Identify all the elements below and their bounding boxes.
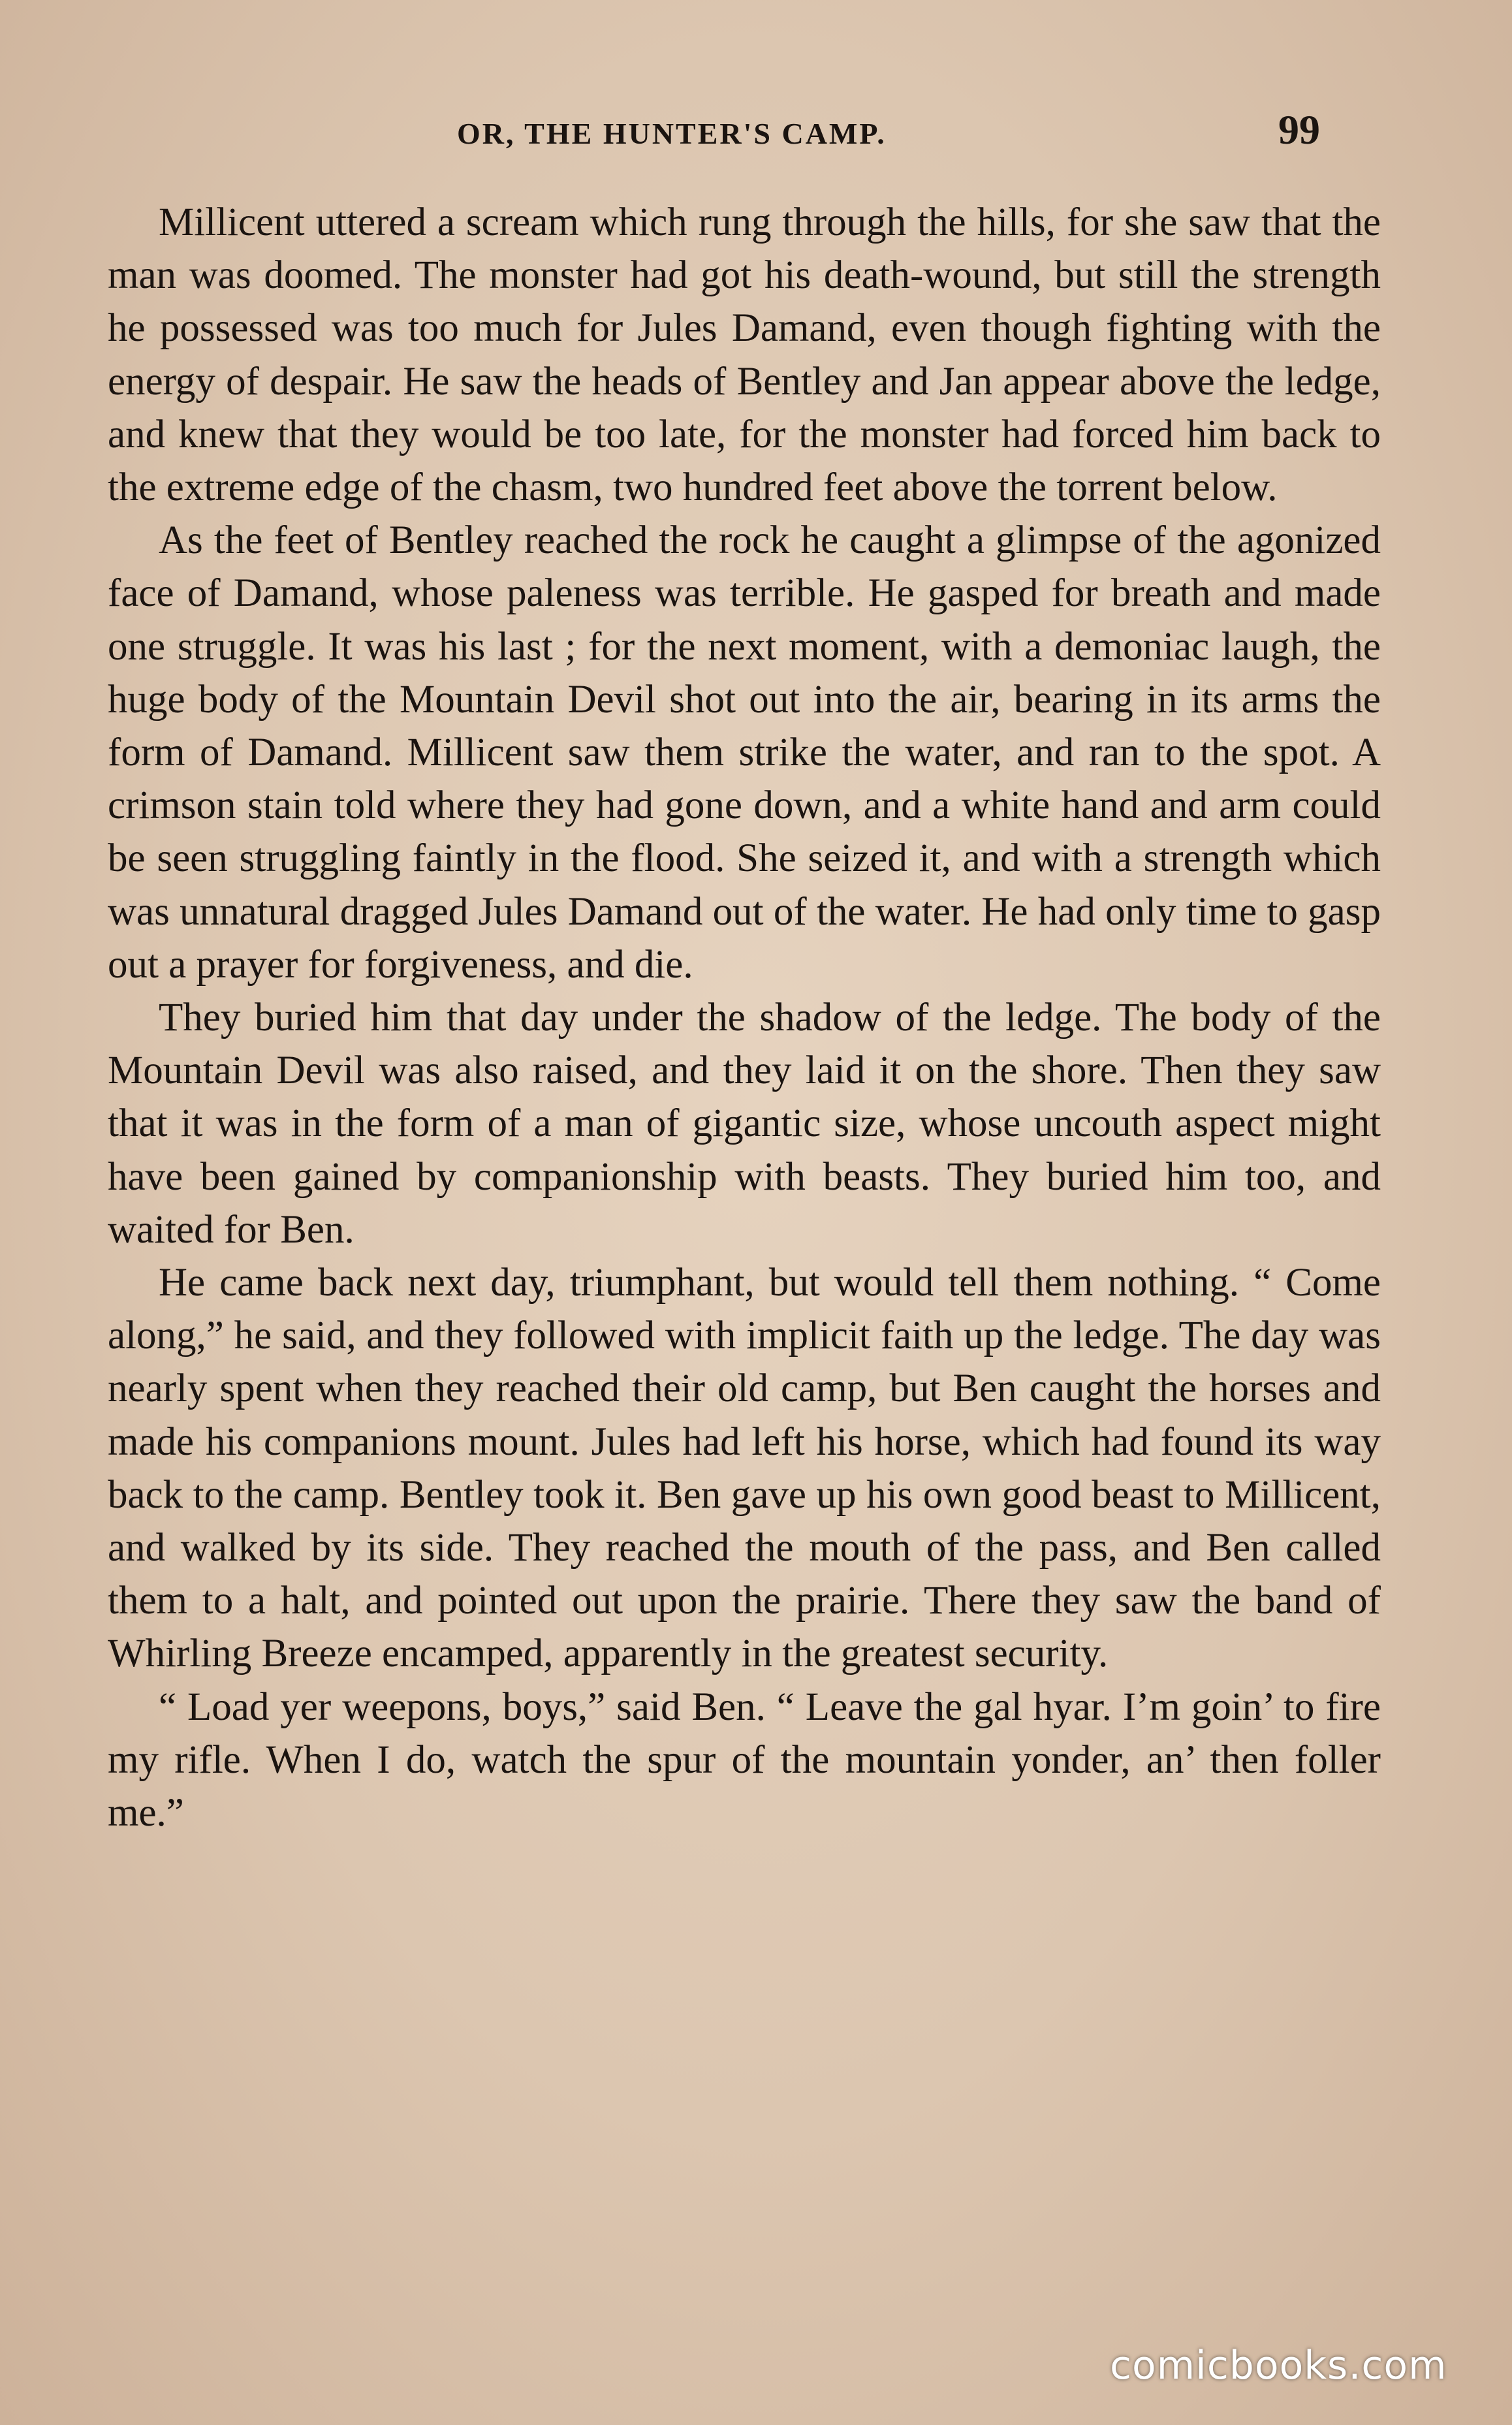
page-number: 99 (1278, 106, 1320, 153)
body-text (108, 196, 1381, 1839)
paragraph: They buried him that day under the shadow of the ledge. The body of the Mountain Devil was also raised, and they laid it on the shore. Then they saw that it was in the form of a man of gigantic size, whose uncouth aspect might have been gained by companionship with beasts. They buried him too, and waited for Ben. (108, 996, 1381, 1252)
running-title: OR, THE HUNTER'S CAMP. (457, 117, 887, 150)
site-watermark: comicbooks.com (1110, 2343, 1447, 2388)
paragraph: He came back next day, triumphant, but would tell them nothing. “ Come along,” he said, and they followed with implicit faith up the ledge. The day was nearly spent when they reached their old camp, but Ben caught the horses and made his companions mount. Jules had left his horse, which had found its way back to the camp. Bentley took it. Ben gave up his own good beast to Millicent, and walked by its side. They reached the mouth of the pass, and Ben called them to a halt, and pointed out upon the prairie. There they saw the band of Whirling Breeze encamped, apparently in the greatest security. (108, 1261, 1381, 1676)
paragraph: As the feet of Bentley reached the rock he caught a glimpse of the agonized face of Damand, whose paleness was terrible. He gasped for breath and made one struggle. It was his last ; for the next moment, with a demoniac laugh, the huge body of the Mountain Devil shot out into the air, bearing in its arms the form of Damand. Millicent saw them strike the water, and ran to the spot. A crimson stain told where they had gone down, and a white hand and arm could be seen struggling faintly in the flood. She seized it, and with a strength which was unnatural dragged Jules Damand out of the water. He had only time to gasp out a prayer for forgiveness, and die. (108, 518, 1381, 987)
paragraph: Millicent uttered a scream which rung through the hills, for she saw that the man was doomed. The monster had got his death-wound, but still the strength he possessed was too much for Jules Damand, even though fighting with the energy of despair. He saw the heads of Bentley and Jan appear above the ledge, and knew that they would be too late, for the monster had forced him back to the extreme edge of the chasm, two hundred feet above the torrent below. (108, 200, 1381, 510)
page-header (0, 104, 1512, 157)
paragraph: “ Load yer weepons, boys,” said Ben. “ Leave the gal hyar. I’m goin’ to fire my rifle. When I do, watch the spur of the mountain yonder, an’ then foller me.” (108, 1685, 1381, 1835)
